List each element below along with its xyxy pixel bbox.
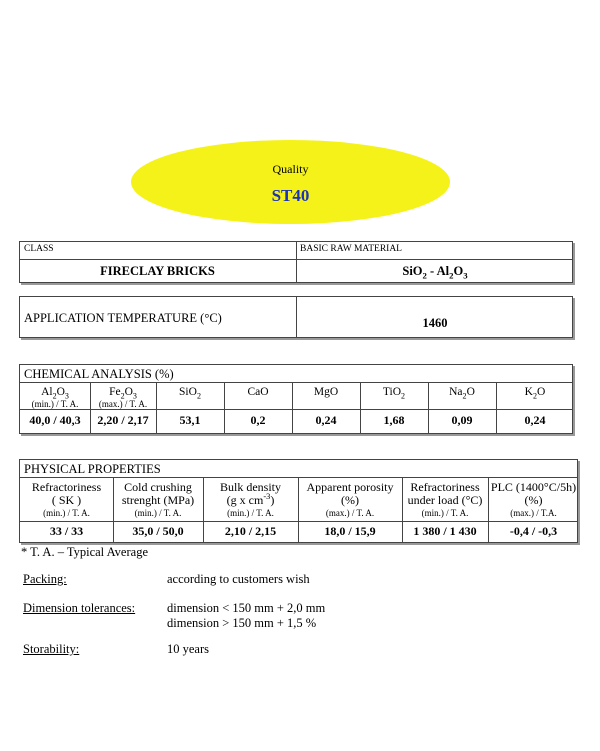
physical-property-unit: ( SK ) xyxy=(51,493,82,507)
physical-property-subtitle: (min.) / T. A. xyxy=(227,508,274,518)
physical-property-name: Refractoriness xyxy=(31,480,102,494)
storability-value: 10 years xyxy=(167,642,209,656)
physical-column-header xyxy=(488,481,579,519)
physical-value: 2,10 / 2,15 xyxy=(224,524,277,538)
physical-value: 35,0 / 50,0 xyxy=(132,524,184,538)
chemical-column-header xyxy=(90,386,156,410)
chemical-value: 0,2 xyxy=(250,413,266,427)
chemical-compound-subtitle: (min.) / T. A. xyxy=(31,399,79,409)
physical-property-subtitle: (min.) / T. A. xyxy=(134,508,182,518)
chemical-analysis-table xyxy=(19,364,573,434)
dimension-tolerances-label: Dimension tolerances: xyxy=(23,601,136,615)
dimension-tolerance-1: dimension < 150 mm + 2,0 mm xyxy=(167,601,326,615)
chemical-compound-name: CaO xyxy=(247,386,269,398)
physical-property-name: Cold crushing xyxy=(124,480,192,494)
chemical-value: 53,1 xyxy=(179,413,201,427)
physical-column-header xyxy=(402,481,488,519)
class-box xyxy=(19,241,573,283)
packing-label: Packing: xyxy=(23,572,67,586)
class-label: CLASS xyxy=(24,244,54,254)
class-header-line xyxy=(20,259,572,260)
chemical-compound-name: $K_2O$ xyxy=(524,386,546,401)
chemical-column-header xyxy=(224,386,292,399)
chemical-column-header xyxy=(360,386,428,399)
quality-code: ST40 xyxy=(271,186,310,205)
raw-material-value: $SiO_2 - Al_2O_3$ xyxy=(402,264,468,281)
chemical-column-header xyxy=(20,386,90,410)
physical-properties-title: PHYSICAL PROPERTIES xyxy=(24,462,161,476)
typical-average-note: * T. A. – Typical Average xyxy=(21,545,148,559)
chemical-compound-subtitle: (max.) / T. A. xyxy=(98,399,148,409)
physical-value: -0,4 / -0,3 xyxy=(509,524,558,538)
chemical-value: 2,20 / 2,17 xyxy=(97,413,149,427)
chemical-value: 40,0 / 40,3 xyxy=(29,413,81,427)
physical-property-unit: (g x $cm^{-3}$) xyxy=(226,492,275,507)
physical-property-name: Bulk density xyxy=(219,480,281,494)
physical-property-unit: (%) xyxy=(341,493,359,507)
physical-property-name: Apparent porosity xyxy=(306,480,394,494)
class-value: FIRECLAY BRICKS xyxy=(100,264,215,278)
dimension-tolerance-2: dimension > 150 mm + 1,5 % xyxy=(167,616,317,630)
physical-value: 33 / 33 xyxy=(49,524,84,538)
physical-column-header xyxy=(113,481,203,519)
chemical-value: 0,24 xyxy=(315,413,337,427)
chemical-column-header xyxy=(292,386,360,399)
chemical-value: 0,09 xyxy=(451,413,473,427)
chemical-compound-name: $Na_2O$ xyxy=(449,386,475,401)
quality-label: Quality xyxy=(272,162,309,176)
chemical-compound-name: TiO$_2$ xyxy=(382,386,406,401)
physical-property-unit: strenght (MPa) xyxy=(121,493,195,507)
chemical-value: 1,68 xyxy=(383,413,405,427)
physical-property-unit: under load (°C) xyxy=(407,493,483,507)
quality-ellipse xyxy=(131,140,450,224)
chemical-header-line xyxy=(20,382,572,383)
physical-column-header xyxy=(20,481,113,519)
physical-property-subtitle: (max.) / T.A. xyxy=(510,508,557,518)
physical-property-unit: (%) xyxy=(524,493,543,507)
application-temperature-value: 1460 xyxy=(422,316,448,330)
chemical-compound-name: SiO$_2$ xyxy=(179,386,201,401)
physical-property-name: Refractoriness xyxy=(410,480,480,494)
chemical-column-header xyxy=(428,386,496,399)
application-temperature-box xyxy=(19,296,573,338)
physical-property-name: PLC (1400°C/5h) xyxy=(490,480,577,494)
chemical-compound-name: MgO xyxy=(313,386,339,398)
physical-properties-table xyxy=(19,459,578,543)
chemical-compound-name: $Fe_2O_3$ xyxy=(109,386,137,401)
physical-property-subtitle: (min.) / T. A. xyxy=(421,508,469,518)
physical-column-header xyxy=(203,481,298,519)
physical-value: 1 380 / 1 430 xyxy=(413,524,477,538)
physical-property-subtitle: (max.) / T. A. xyxy=(325,508,375,518)
chemical-value: 0,24 xyxy=(524,413,546,427)
packing-value: according to customers wish xyxy=(167,572,310,586)
physical-column-header xyxy=(298,481,402,519)
chemical-compound-name: $Al_2O_3$ xyxy=(41,386,69,401)
physical-property-subtitle: (min.) / T. A. xyxy=(43,508,90,518)
chemical-analysis-title: CHEMICAL ANALYSIS (%) xyxy=(24,367,174,381)
chemical-column-header xyxy=(156,386,224,399)
storability-label: Storability: xyxy=(23,642,80,656)
application-temperature-label: APPLICATION TEMPERATURE (°C) xyxy=(24,311,222,325)
raw-material-label: BASIC RAW MATERIAL xyxy=(300,244,402,254)
physical-value: 18,0 / 15,9 xyxy=(324,524,376,538)
chemical-column-header xyxy=(496,386,574,399)
